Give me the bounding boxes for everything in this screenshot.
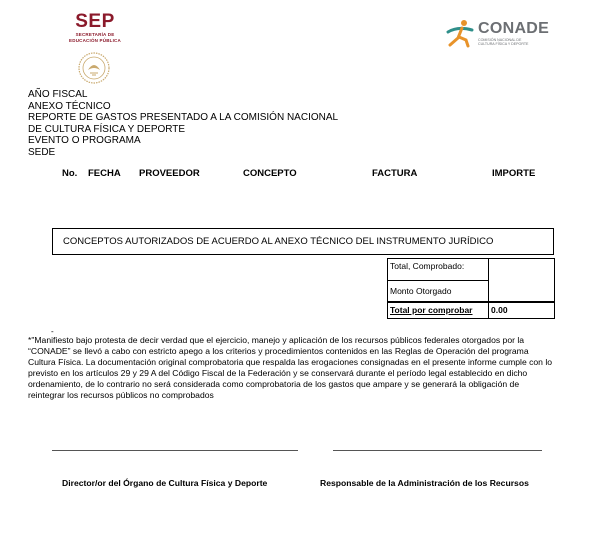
report-title-line1: REPORTE DE GASTOS PRESENTADO A LA COMISIÓN NACIONAL bbox=[28, 112, 339, 123]
column-header-importe: IMPORTE bbox=[492, 168, 536, 179]
column-header-factura: FACTURA bbox=[372, 168, 418, 179]
dash-mark: - bbox=[51, 327, 54, 336]
conade-logo-line1: COMISIÓN NACIONAL DE bbox=[478, 38, 522, 42]
sep-logo-name: SEP bbox=[75, 11, 115, 32]
sep-logo-line2: EDUCACIÓN PÚBLICA bbox=[69, 38, 121, 43]
total-comprobado-value bbox=[489, 259, 555, 302]
signature-label-resources: Responsable de la Administración de los Recursos bbox=[320, 478, 529, 488]
fiscal-year-label: AÑO FISCAL bbox=[28, 89, 88, 100]
venue-label: SEDE bbox=[28, 146, 56, 158]
authorized-concepts-box bbox=[52, 228, 554, 255]
sep-logo bbox=[60, 12, 130, 44]
authorized-concepts-text: CONCEPTOS AUTORIZADOS DE ACUERDO AL ANEXO TÉCNICO DEL INSTRUMENTO JURÍDICO bbox=[63, 236, 494, 247]
column-header-proveedor: PROVEEDOR bbox=[139, 168, 200, 179]
column-header-concepto: CONCEPTO bbox=[243, 168, 297, 179]
column-header-no: No. bbox=[62, 168, 78, 179]
total-por-comprobar-row bbox=[388, 302, 555, 319]
total-por-comprobar-value: 0.00 bbox=[489, 302, 555, 319]
disclaimer-text: *"Manifiesto bajo protesta de decir verdad que el ejercicio, manejo y aplicación de los recursos públicos federales otorgados por la “CONADE” se llevó a cabo con estricto apego a los criterios y procedimientos contenidos en las Reglas de Operación del programa Cultura Física. La documentación original comprobatoria que respalda las erogaciones consignadas en el presente informe cumple con lo previsto en los artículos 29 y 29 A del Código Fiscal de la Federación y se conservará durante el período legal establecido en dicho ordenamiento, de lo contrario no será considerada como comprobatoria de los gastos que ampare y se generará la obligación de reintegrar los recursos públicos no comprobados bbox=[28, 335, 553, 400]
conade-runner-icon bbox=[446, 18, 476, 48]
total-comprobado-row bbox=[388, 259, 555, 281]
event-program-label: EVENTO O PROGRAMA bbox=[28, 135, 141, 146]
totals-table bbox=[387, 258, 555, 319]
conade-logo bbox=[446, 18, 556, 48]
sep-logo-line1: SECRETARÍA DE bbox=[75, 32, 115, 37]
technical-annex-label: ANEXO TÉCNICO bbox=[28, 100, 111, 112]
column-header-fecha: FECHA bbox=[88, 168, 121, 179]
signature-line-right bbox=[333, 450, 542, 451]
eagle-seal-icon bbox=[78, 52, 110, 84]
conade-logo-line2: CULTURA FÍSICA Y DEPORTE bbox=[478, 42, 529, 46]
report-title-line2: DE CULTURA FÍSICA Y DEPORTE bbox=[28, 123, 186, 135]
signature-label-director: Director/or del Órgano de Cultura Física y Deporte bbox=[62, 478, 268, 488]
conade-logo-name: CONADE bbox=[478, 20, 550, 37]
signature-line-left bbox=[52, 450, 298, 451]
monto-otorgado-label: Monto Otorgado bbox=[388, 281, 489, 302]
total-comprobado-label: Total, Comprobado: bbox=[388, 259, 489, 281]
total-por-comprobar-label: Total por comprobar bbox=[388, 302, 489, 319]
